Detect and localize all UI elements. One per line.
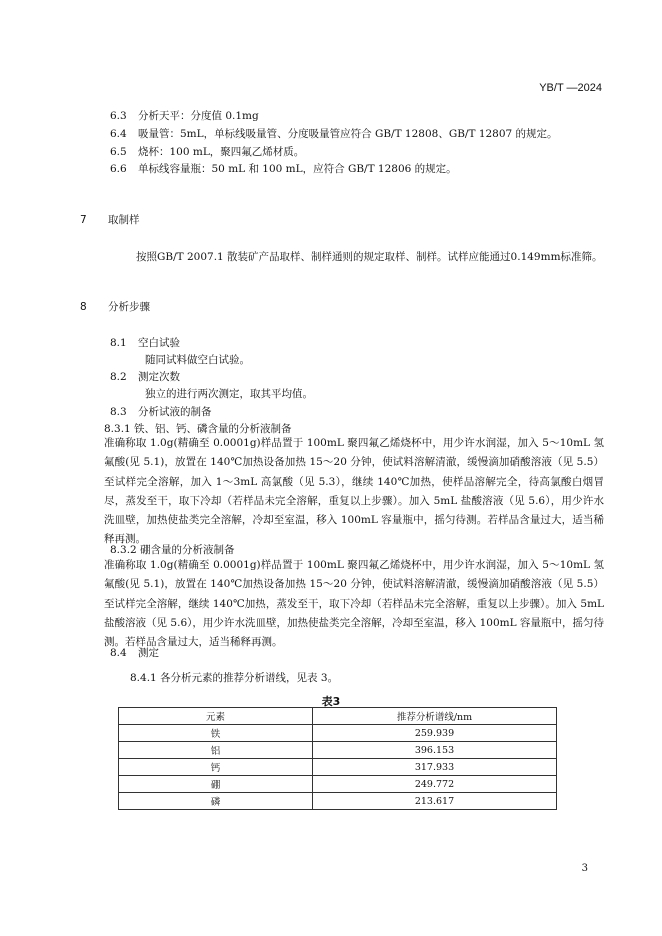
cell-wavelength: 249.772 [313, 776, 557, 793]
section-title: 分析步骤 [108, 301, 150, 313]
item-number: 6.6 [110, 163, 127, 175]
item-6-6 [110, 161, 457, 176]
subsection-8-3-1-heading: 8.3.1 铁、铝、钙、磷含量的分析液制备 [104, 423, 292, 435]
cell-wavelength: 317.933 [313, 759, 557, 776]
item-number: 6.5 [110, 146, 127, 158]
item-6-4 [110, 126, 558, 141]
subsection-8-4 [110, 645, 159, 660]
table-row [119, 759, 557, 776]
subsection-8-3-1-text: 准确称取 1.0g(精确至 0.0001g)样品置于 100mL 聚四氟乙烯烧杯中，用少许水润湿，加入 5～10mL 氢氟酸(见 5.1)，放置在 140℃加热设备加热 15～20 分钟，使试料溶解清澈，缓慢滴加硝酸溶液（见 5.5）至试样完全溶解，加入 1～3mL 高氯酸（见 5.3），继续 140℃加热，使样品溶解完全，待高氯酸白烟冒尽，蒸发至干，取下冷却（若样品未完全溶解，重复以上步骤）。加入 5mL 盐酸溶液（见 5.6），用少许水洗皿壁，加热使盐类完全溶解，冷却至室温，移入 100mL 容量瓶中，摇匀待测。若样品含量过大，适当稀释再测。 [104, 437, 604, 546]
section-8-heading [80, 299, 150, 314]
subsection-title: 分析试液的制备 [138, 406, 212, 418]
cell-element: 硼 [119, 776, 313, 793]
subsection-number: 8.3 [110, 406, 127, 418]
section-number: 8 [80, 301, 87, 313]
subsection-8-1-text: 随同试料做空白试验。 [145, 354, 250, 366]
cell-wavelength: 213.617 [313, 793, 557, 810]
section-number: 7 [80, 214, 87, 226]
cell-element: 钙 [119, 759, 313, 776]
table-row [119, 793, 557, 810]
item-text: 分析天平：分度值 0.1mg [138, 110, 259, 122]
section-title: 取制样 [108, 214, 140, 226]
page-number: 3 [581, 863, 588, 874]
standard-code: YB/T —2024 [539, 82, 602, 94]
item-number: 6.4 [110, 128, 127, 140]
subsection-title: 测定 [138, 647, 159, 659]
subsection-number: 8.1 [110, 337, 127, 349]
table-row [119, 725, 557, 742]
item-6-5 [110, 144, 304, 159]
item-text: 烧杯：100 mL，聚四氟乙烯材质。 [138, 146, 305, 158]
subsection-number: 8.4 [110, 647, 127, 659]
subsection-8-2-text: 独立的进行两次测定，取其平均值。 [145, 388, 313, 400]
item-number: 6.3 [110, 110, 127, 122]
cell-wavelength: 259.939 [313, 725, 557, 742]
item-6-3 [110, 108, 259, 123]
cell-element: 磷 [119, 793, 313, 810]
section-7-heading [80, 212, 140, 227]
subsection-8-1 [110, 335, 180, 350]
subsection-8-3-2-heading: 8.3.2 硼含量的分析液制备 [110, 544, 235, 556]
subsection-8-3-2-text: 准确称取 1.0g(精确至 0.0001g)样品置于 100mL 聚四氟乙烯烧杯中，用少许水润湿，加入 5～10mL 氢氟酸(见 5.1)，放置在 140℃加热设备加热 15～20 分钟，使试料溶解清澈，缓慢滴加硝酸溶液（见 5.5）至试样完全溶解，继续 140℃加热，蒸发至干，取下冷却（若样品未完全溶解，重复以上步骤）。加入 5mL 盐酸溶液（见 5.6），用少许水洗皿壁，加热使盐类完全溶解，冷却至室温，移入 100mL 容量瓶中，摇匀待测。若样品含量过大，适当稀释再测。 [104, 559, 604, 649]
subsection-8-4-1-text: 8.4.1 各分析元素的推荐分析谱线，见表 3。 [130, 672, 339, 684]
subsection-title: 测定次数 [138, 371, 180, 383]
cell-element: 铝 [119, 742, 313, 759]
column-header-element: 元素 [119, 708, 313, 725]
subsection-title: 空白试验 [138, 337, 180, 349]
subsection-8-2 [110, 369, 180, 384]
cell-element: 铁 [119, 725, 313, 742]
section-7-text: 按照GB/T 2007.1 散装矿产品取样、制样通则的规定取样、制样。试样应能通过0.149mm标准筛。 [136, 251, 603, 263]
table-row [119, 776, 557, 793]
item-text: 吸量管：5mL，单标线吸量管、分度吸量管应符合 GB/T 12808、GB/T 12807 的规定。 [138, 128, 558, 140]
table-caption: 表3 [321, 695, 341, 708]
table-header-row [119, 708, 557, 725]
subsection-8-3 [110, 404, 212, 419]
subsection-number: 8.2 [110, 371, 127, 383]
item-text: 单标线容量瓶：50 mL 和 100 mL，应符合 GB/T 12806 的规定。 [138, 163, 457, 175]
cell-wavelength: 396.153 [313, 742, 557, 759]
column-header-wavelength: 推荐分析谱线/nm [313, 708, 557, 725]
table-row [119, 742, 557, 759]
table-3 [118, 707, 557, 810]
